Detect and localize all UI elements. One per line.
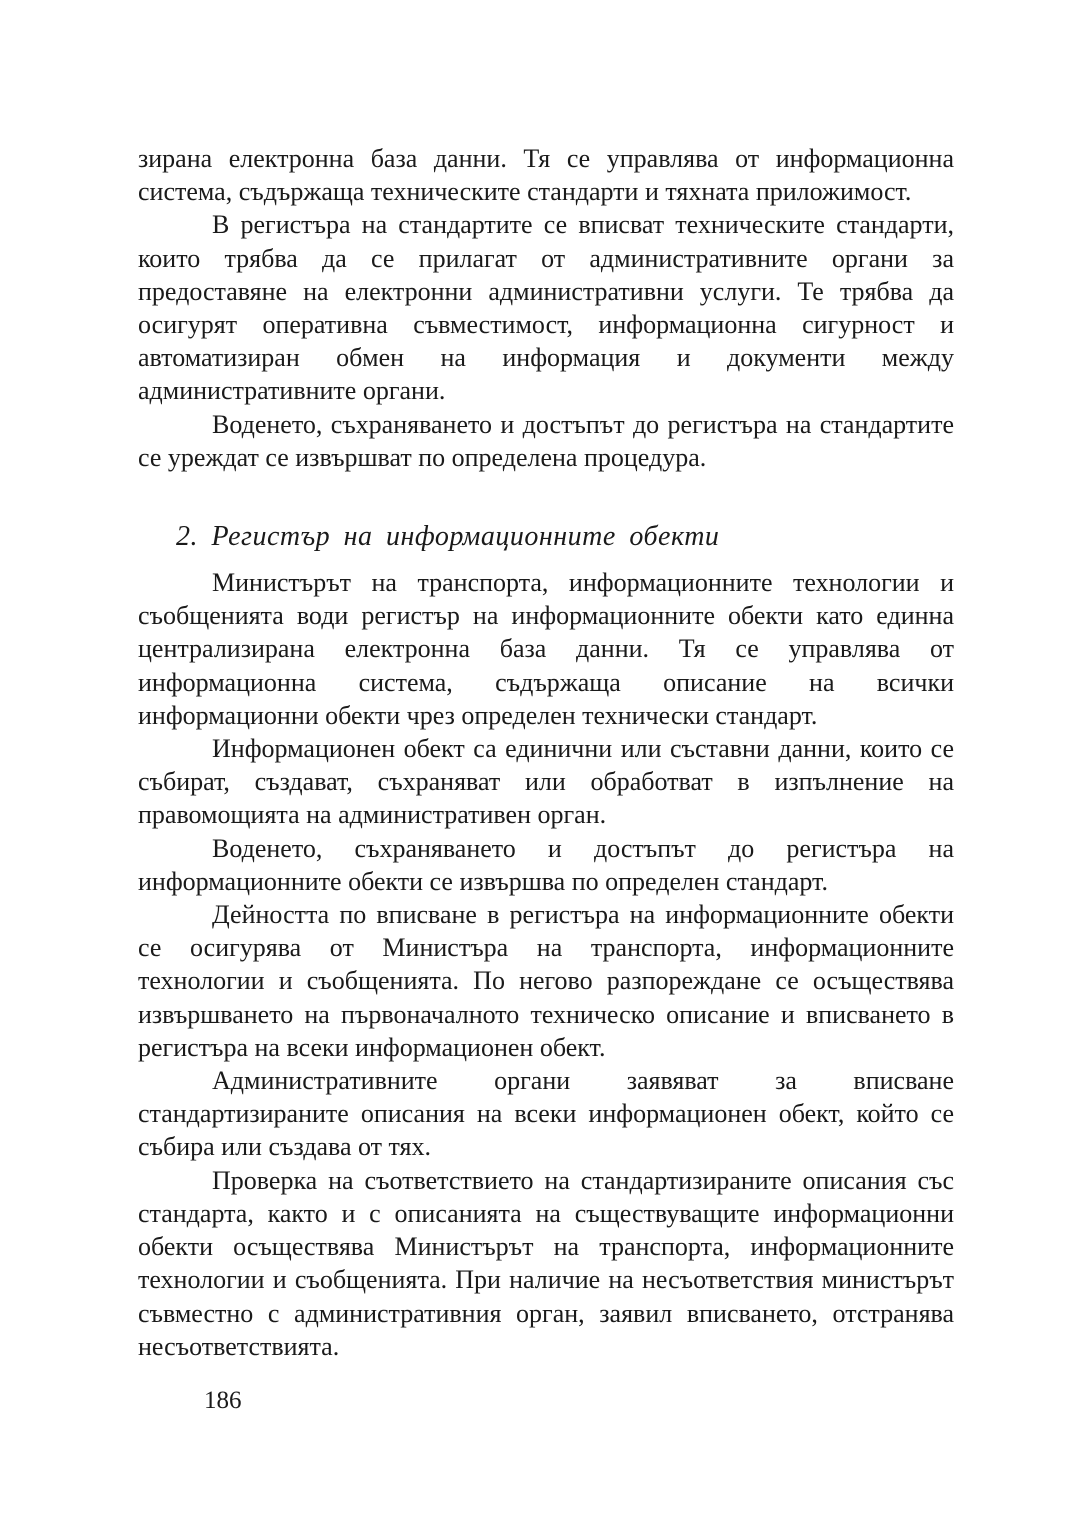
paragraph: Воденето, съхраняването и достъпът до регистъра на стандартите се уреждат се извършват по определена процедура.	[138, 409, 954, 472]
paragraph: Министърът на транспорта, информационните технологии и съобщенията води регистър на информационните обекти като единна централизирана електронна база данни. Тя се управлява от информационна система, съдържаща описание на всички информационни обекти чрез определен технически стандарт.	[138, 568, 954, 730]
continuation-paragraph: зирана електронна база данни. Тя се управлява от информационна система, съдържаща техническите стандарти и тяхната приложимост.	[138, 144, 954, 207]
paragraph: Административните органи заявяват за вписване стандартизираните описания на всеки информационен обект, който се събира или създава от тях.	[138, 1066, 954, 1162]
paragraph: В регистъра на стандартите се вписват техническите стандарти, които трябва да се прилагат от административните органи за предоставяне на електронни административни услуги. Те трябва да осигурят оперативна съвместимост, информационна сигурност и автоматизиран обмен на информация и документи между административните органи.	[138, 210, 954, 406]
paragraph: Воденето, съхраняването и достъпът до регистъра на информационните обекти се извършва по определен стандарт.	[138, 833, 954, 896]
paragraph: Дейността по вписване в регистъра на информационните обекти се осигурява от Министъра на транспорта, информационните технологии и съобщенията. По негово разпореждане се осъществява извършването на първоначалното техническо описание и вписването в регистъра на всеки информационен обект.	[138, 900, 954, 1062]
paragraph: Информационен обект са единични или съставни данни, които се събират, създават, съхраняват или обработват в изпълнение на правомощията на административен орган.	[138, 734, 954, 830]
section-heading: 2. Регистър на информационните обекти	[176, 521, 720, 553]
page-body	[138, 142, 954, 1363]
section-2-text	[138, 566, 954, 1363]
paragraph: Проверка на съответствието на стандартизираните описания със стандарта, както и с описанията на съществуващите информационни обекти осъществява Министърът на транспорта, информационните технологии и съобщенията. При наличие на несъответствия министърът съвместно с административния орган, заявил вписването, отстранява несъответствията.	[138, 1165, 954, 1361]
page-number: 186	[204, 1387, 242, 1414]
section-1-text	[138, 142, 954, 474]
